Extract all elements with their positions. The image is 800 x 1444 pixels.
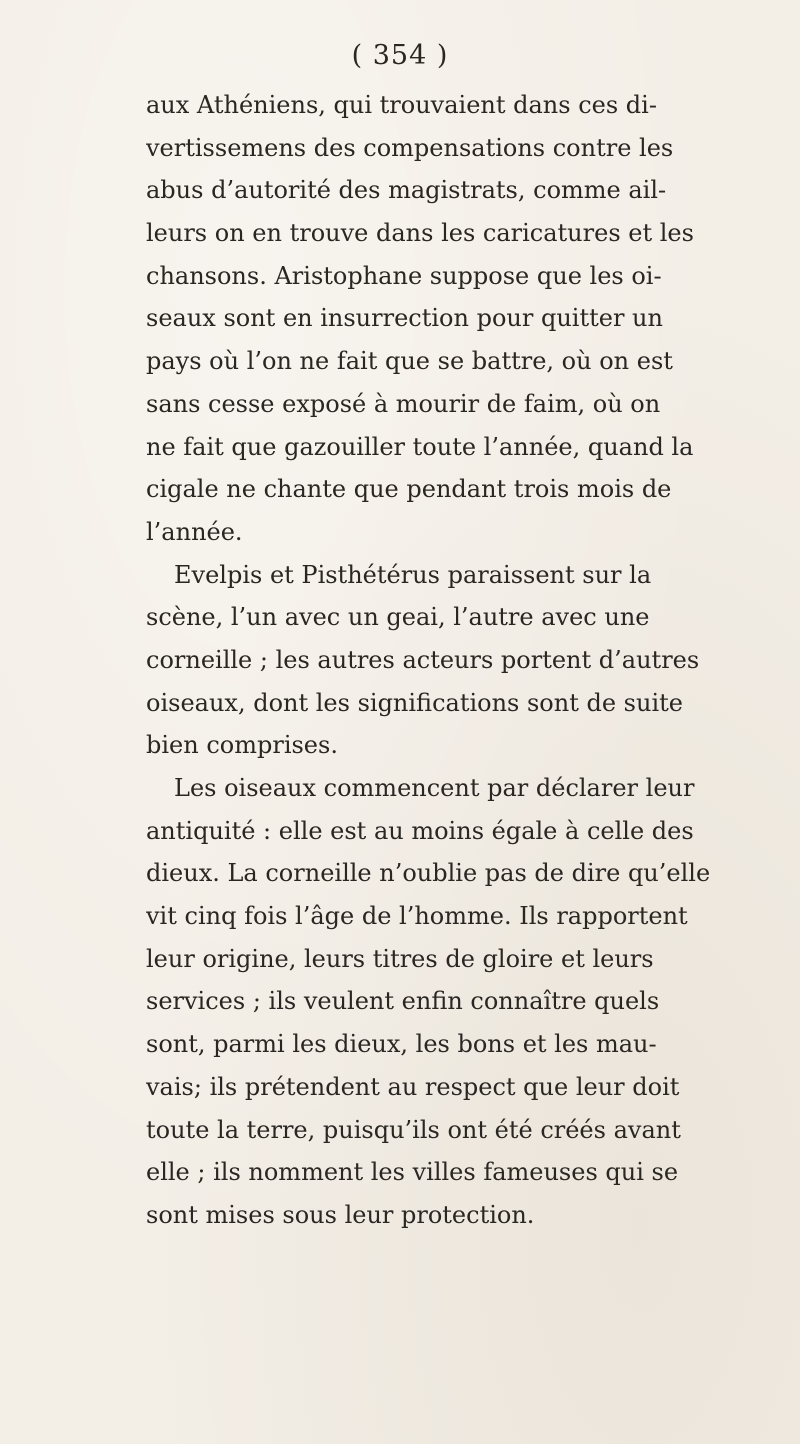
- text-line: antiquité : elle est au moins égale à celle des: [146, 816, 694, 845]
- text-line: bien comprises.: [146, 731, 338, 760]
- text-line: l’année.: [146, 517, 243, 546]
- text-line: vertissemens des compensations contre les: [146, 133, 674, 162]
- text-line: sans cesse exposé à mourir de faim, où on: [146, 389, 661, 418]
- text-line: services ; ils veulent enfin connaître quels: [146, 987, 660, 1016]
- text-line: dieux. La corneille n’oublie pas de dire qu’elle: [146, 859, 711, 888]
- text-line: toute la terre, puisqu’ils ont été créés avant: [146, 1115, 681, 1144]
- body-text: [146, 84, 786, 1237]
- page-number: ( 354 ): [351, 40, 449, 71]
- text-line: vit cinq fois l’âge de l’homme. Ils rapportent: [146, 902, 688, 931]
- text-line: corneille ; les autres acteurs portent d’autres: [146, 645, 700, 674]
- text-line: abus d’autorité des magistrats, comme ail-: [146, 176, 667, 205]
- text-line: aux Athéniens, qui trouvaient dans ces di-: [146, 91, 657, 119]
- text-line: leur origine, leurs titres de gloire et leurs: [146, 944, 654, 973]
- text-line: pays où l’on ne fait que se battre, où on est: [146, 347, 673, 376]
- text-line: oiseaux, dont les significations sont de suite: [146, 688, 683, 717]
- paragraph-start-line: Les oiseaux commencent par déclarer leur: [174, 774, 695, 802]
- text-line: ne fait que gazouiller toute l’année, quand la: [146, 432, 694, 461]
- text-line: scène, l’un avec un geai, l’autre avec une: [146, 603, 650, 632]
- text-line: seaux sont en insurrection pour quitter un: [146, 304, 663, 333]
- paragraph-start-line: Evelpis et Pisthétérus paraissent sur la: [174, 560, 652, 589]
- text-line: elle ; ils nomment les villes fameuses qui se: [146, 1158, 679, 1187]
- text-line: chansons. Aristophane suppose que les oi-: [146, 261, 662, 290]
- text-line: cigale ne chante que pendant trois mois de: [146, 475, 672, 504]
- text-line: leurs on en trouve dans les caricatures et les: [146, 219, 694, 248]
- text-line: sont, parmi les dieux, les bons et les mau-: [146, 1030, 657, 1059]
- text-line: sont mises sous leur protection.: [146, 1200, 535, 1229]
- text-line: vais; ils prétendent au respect que leur doit: [146, 1072, 680, 1101]
